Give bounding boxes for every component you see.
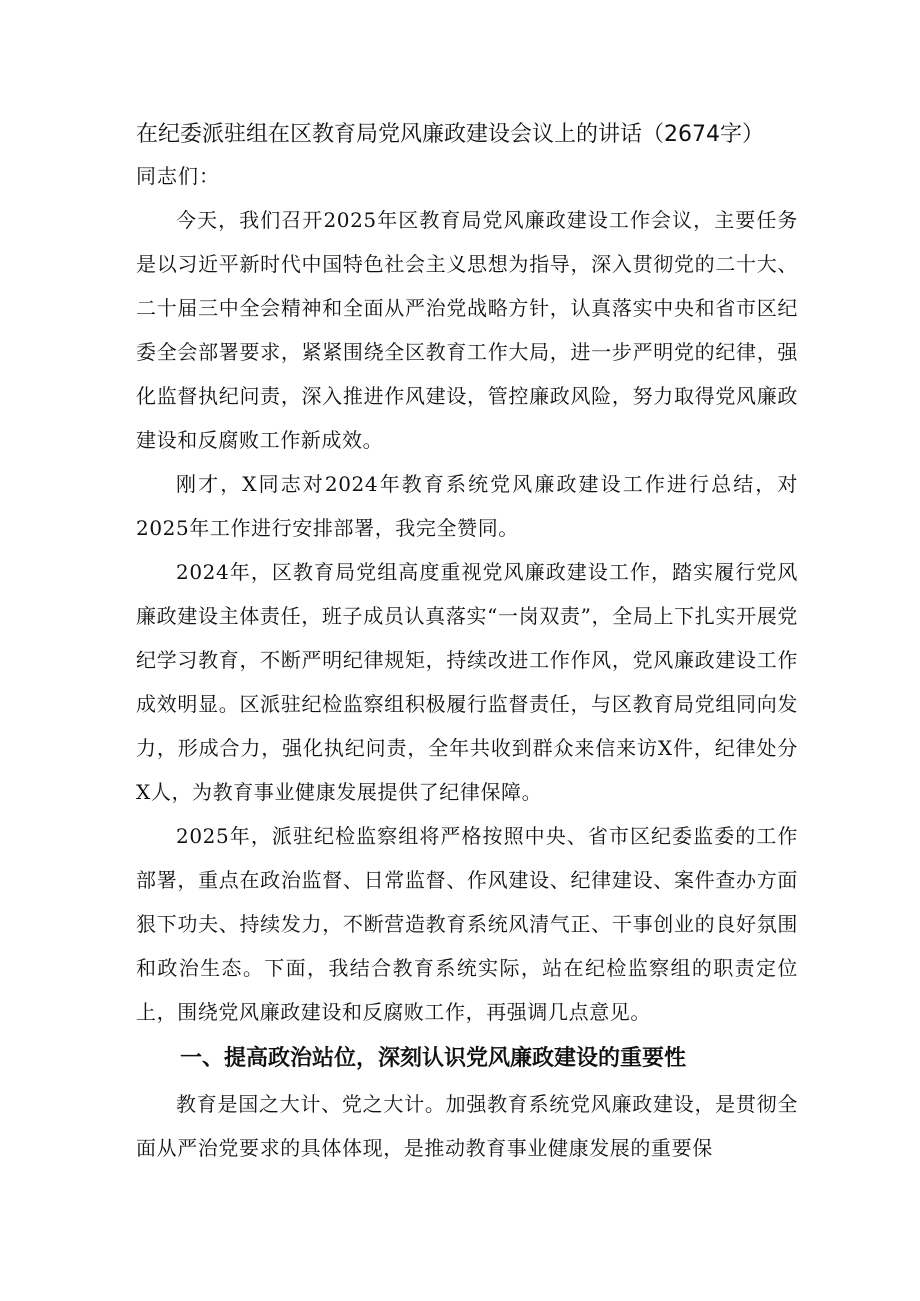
paragraph-summary: 刚才，X同志对2024年教育系统党风廉政建设工作进行总结，对2025年工作进行安排部署，我完全赞同。 (136, 472, 798, 540)
section-heading-1: 一、提高政治站位，深刻认识党风廉政建设的重要性 (180, 1046, 687, 1071)
paragraph-opening: 今天，我们召开2025年区教育局党风廉政建设工作会议，主要任务是以习近平新时代中国特色社会主义思想为指导，深入贯彻党的二十大、二十届三中全会精神和全面从严治党战略方针，认真落实中央和省市区纪委全会部署要求，紧紧围绕全区教育工作大局，进一步严明党的纪律，强化监督执纪问责，深入推进作风建设，管控廉政风险，努力取得党风廉政建设和反腐败工作新成效。 (136, 208, 798, 452)
section-1-paragraph: 教育是国之大计、党之大计。加强教育系统党风廉政建设，是贯彻全面从严治党要求的具体体现，是推动教育事业健康发展的重要保 (136, 1092, 798, 1160)
paragraph-2024-review: 2024年，区教育局党组高度重视党风廉政建设工作，踏实履行党风廉政建设主体责任，班子成员认真落实“一岗双责”，全局上下扎实开展党纪学习教育，不断严明纪律规矩，持续改进工作作风，党风廉政建设工作成效明显。区派驻纪检监察组积极履行监督责任，与区教育局党组同向发力，形成合力，强化执纪问责，全年共收到群众来信来访X件，纪律处分X人，为教育事业健康发展提供了纪律保障。 (136, 560, 798, 804)
salutation: 同志们： (136, 164, 220, 188)
document-body (136, 118, 798, 1170)
document-title: 在纪委派驻组在区教育局党风廉政建设会议上的讲话（2674字） (136, 122, 764, 147)
paragraph-2025-plan: 2025年，派驻纪检监察组将严格按照中央、省市区纪委监委的工作部署，重点在政治监督、日常监督、作风建设、纪律建设、案件查办方面狠下功夫、持续发力，不断营造教育系统风清气正、干事创业的良好氛围和政治生态。下面，我结合教育系统实际，站在纪检监察组的职责定位上，围绕党风廉政建设和反腐败工作，再强调几点意见。 (136, 824, 798, 1024)
